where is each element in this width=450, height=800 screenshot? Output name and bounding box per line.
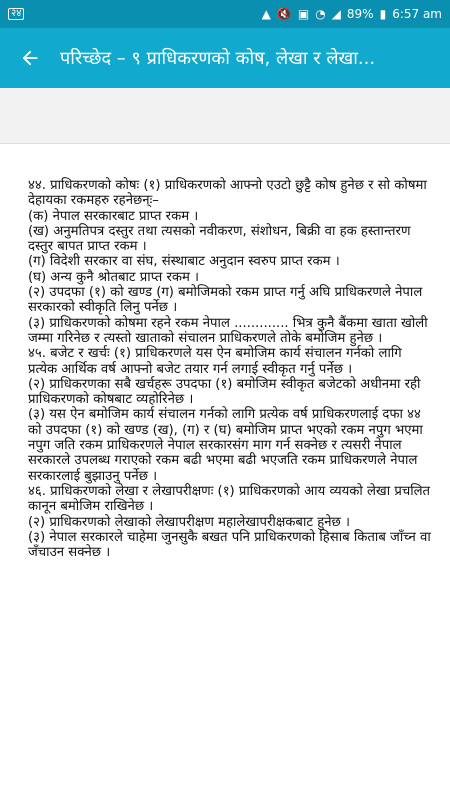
sim-icon: ▣ (297, 7, 310, 21)
battery-icon: ▮ (379, 7, 387, 21)
paragraph-45-2: (२) प्राधिकरणका सबै खर्चहरू उपदफा (१) बमोजिम स्वीकृत बजेटको अधीनमा रही प्राधिकरणको कोषबाट व्यहोरिनेछ । (28, 376, 421, 408)
document-content (0, 166, 450, 560)
paragraph-46: ४६. प्राधिकरणको लेखा र लेखापरीक्षणः (१) प्राधिकरणको आय व्ययको लेखा प्रचलित कानून बमोजिम राखिनेछ । (28, 483, 431, 515)
ad-banner-area (0, 88, 450, 144)
battery-percent: 89% (346, 7, 374, 21)
paragraph-44: ४४. प्राधिकरणको कोषः (१) प्राधिकरणको आफ्नो एउटो छुट्टै कोष हुनेछ र सो कोषमा देहायका रकमहरु रहनेछन्ः– (28, 178, 427, 209)
paragraph-45-3: (३) यस ऐन बमोजिम कार्य संचालन गर्नको लागि प्रत्येक वर्ष प्राधिकरणलाई दफा ४४ को उपदफा (१) को खण्ड (ख), (ग) र (घ) बमोजिम प्राप्त भएको रकम नपुग भएमा नपुग जति रकम प्राधिकरणले नेपाल सरकारसंग माग गर्न सक्नेछ र त्यसरी नेपाल सरकारले उपलब्ध गराएको रकम बढी भएमा बढी भएजति रकम प्राधिकरणले नेपाल सरकारलाई बुझाउनु पर्नेछ । (28, 407, 423, 484)
page-title: परिच्छेद – ९ प्राधिकरणको कोष, लेखा र लेखा... (60, 48, 376, 69)
paragraph-44-3: (३) प्राधिकरणको कोषमा रहने रकम नेपाल ............. भित्र कुनै बैंकमा खाता खोली जम्मा गरिनेछ र त्यस्तो खाताको संचालन प्राधिकरणले तोके बमोजिम हुनेछ । (28, 315, 428, 346)
clock: 6:57 am (392, 7, 442, 21)
paragraph-44-ka: (क) नेपाल सरकारबाट प्राप्त रकम । (28, 208, 199, 224)
paragraph-46-3: (३) नेपाल सरकारले चाहेमा जुनसुकै बखत पनि प्राधिकरणको हिसाब किताब जाँच्न वा जँचाउन सक्नेछ । (28, 529, 431, 561)
signal-icon: ◢ (331, 7, 341, 21)
status-bar (0, 0, 450, 28)
notification-badge: २४ (8, 8, 24, 20)
app-bar (0, 28, 450, 88)
back-button[interactable] (12, 40, 48, 76)
mute-icon: 🔇 (276, 7, 292, 21)
drive-icon: ▲ (261, 7, 271, 21)
wifi-icon: ◔ (315, 7, 326, 21)
paragraph-44-kha: (ख) अनुमतिपत्र दस्तुर तथा त्यसको नवीकरण, संशोधन, बिक्री वा हक हस्तान्तरण दस्तुर बापत प्राप्त रकम । (28, 223, 411, 255)
paragraph-44-ga: (ग) विदेशी सरकार वा संघ, संस्थाबाट अनुदान स्वरुप प्राप्त रकम । (28, 254, 340, 270)
paragraph-45: ४५. बजेट र खर्चः (१) प्राधिकरणले यस ऐन बमोजिम कार्य संचालन गर्नको लागि प्रत्येक आर्थिक वर्ष आफ्नो बजेट तयार गर्न लगाई स्वीकृत गर्नु पर्नेछ । (28, 346, 402, 377)
paragraph-46-2: (२) प्राधिकरणको लेखाको लेखापरीक्षण महालेखापरीक्षकबाट हुनेछ । (28, 514, 350, 530)
paragraph-44-gha: (घ) अन्य कुनै श्रोतबाट प्राप्त रकम । (28, 269, 200, 285)
arrow-left-icon (19, 47, 41, 69)
paragraph-44-2: (२) उपदफा (१) को खण्ड (ग) बमोजिमको रकम प्राप्त गर्नु अघि प्राधिकरणले नेपाल सरकारको स्वीकृति लिनु पर्नेछ । (28, 285, 423, 316)
